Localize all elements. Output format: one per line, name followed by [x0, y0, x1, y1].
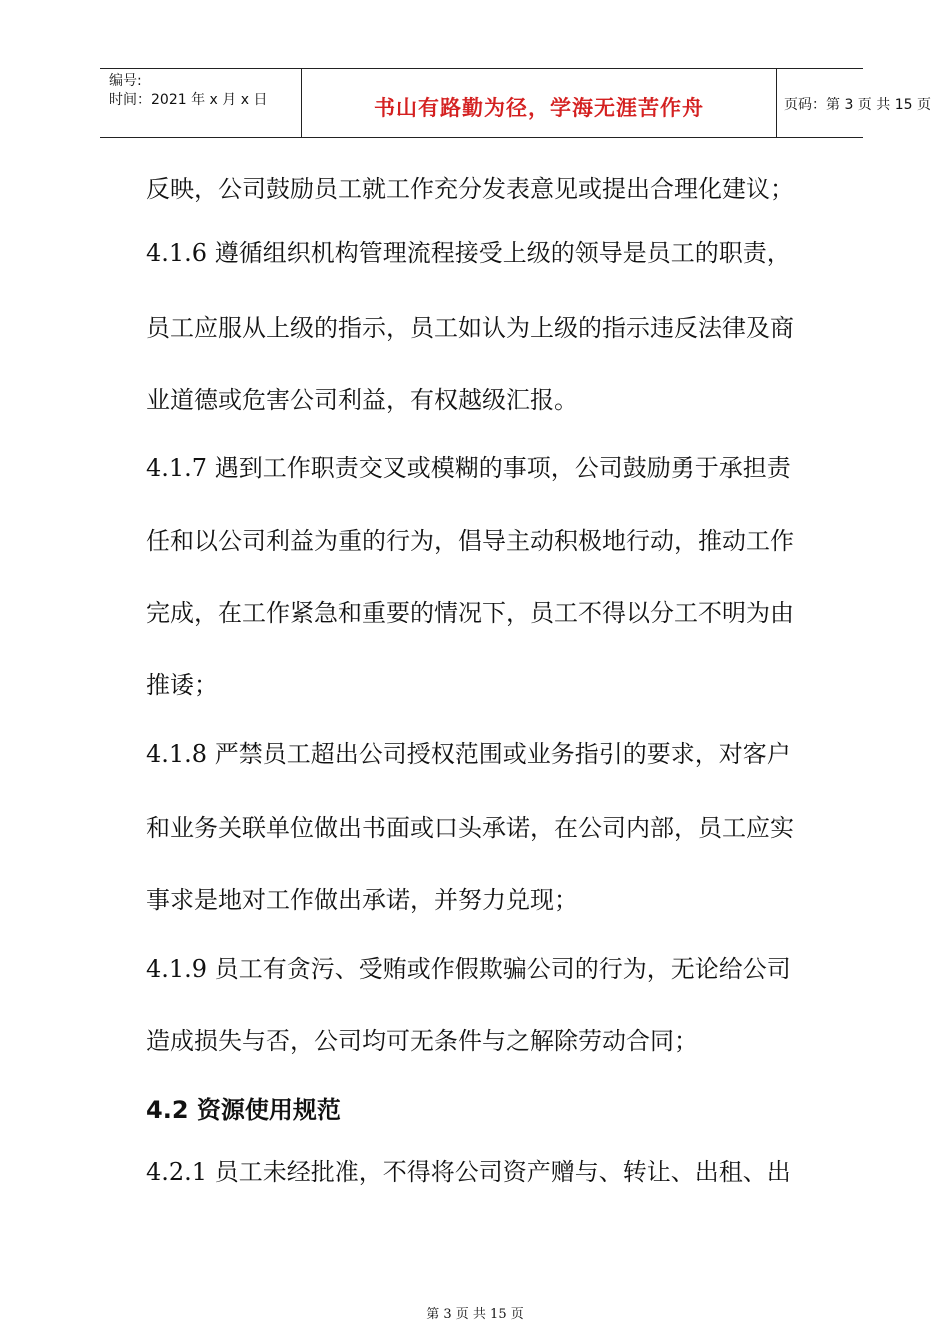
body-line: 4.1.9 员工有贪污、受贿或作假欺骗公司的行为，无论给公司	[146, 955, 791, 983]
body-line: 事求是地对工作做出承诺，并努力兑现；	[146, 886, 578, 914]
body-line: 造成损失与否，公司均可无条件与之解除劳动合同；	[146, 1027, 698, 1055]
body-line: 4.1.8 严禁员工超出公司授权范围或业务指引的要求，对客户	[146, 740, 791, 768]
body-line: 4.2.1 员工未经批准，不得将公司资产赠与、转让、出租、出	[146, 1158, 791, 1186]
body-line: 反映，公司鼓励员工就工作充分发表意见或提出合理化建议；	[146, 175, 794, 203]
page-footer: 第 3 页 共 15 页	[426, 1307, 524, 1322]
document-number-label: 编号:	[109, 73, 142, 89]
header-motto: 书山有路勤为径，学海无涯苦作舟	[374, 96, 704, 120]
body-line: 任和以公司利益为重的行为，倡导主动积极地行动，推动工作	[146, 527, 794, 555]
header-meta-cell	[100, 69, 302, 137]
header-page-info: 页码：第 3 页 共 15 页	[784, 97, 931, 113]
section-heading: 4.2 资源使用规范	[146, 1096, 341, 1124]
body-line: 业道德或危害公司利益，有权越级汇报。	[146, 386, 578, 414]
document-header	[100, 68, 931, 138]
header-motto-cell	[302, 69, 777, 137]
header-page-cell	[777, 69, 931, 137]
body-line: 员工应服从上级的指示，员工如认为上级的指示违反法律及商	[146, 314, 794, 342]
body-line: 和业务关联单位做出书面或口头承诺，在公司内部，员工应实	[146, 814, 794, 842]
document-time-label: 时间：2021 年 x 月 x 日	[109, 92, 268, 108]
body-line: 4.1.7 遇到工作职责交叉或模糊的事项，公司鼓励勇于承担责	[146, 454, 791, 482]
body-line: 完成，在工作紧急和重要的情况下，员工不得以分工不明为由	[146, 599, 794, 627]
body-line: 推诿；	[146, 671, 218, 699]
body-line: 4.1.6 遵循组织机构管理流程接受上级的领导是员工的职责，	[146, 239, 791, 267]
